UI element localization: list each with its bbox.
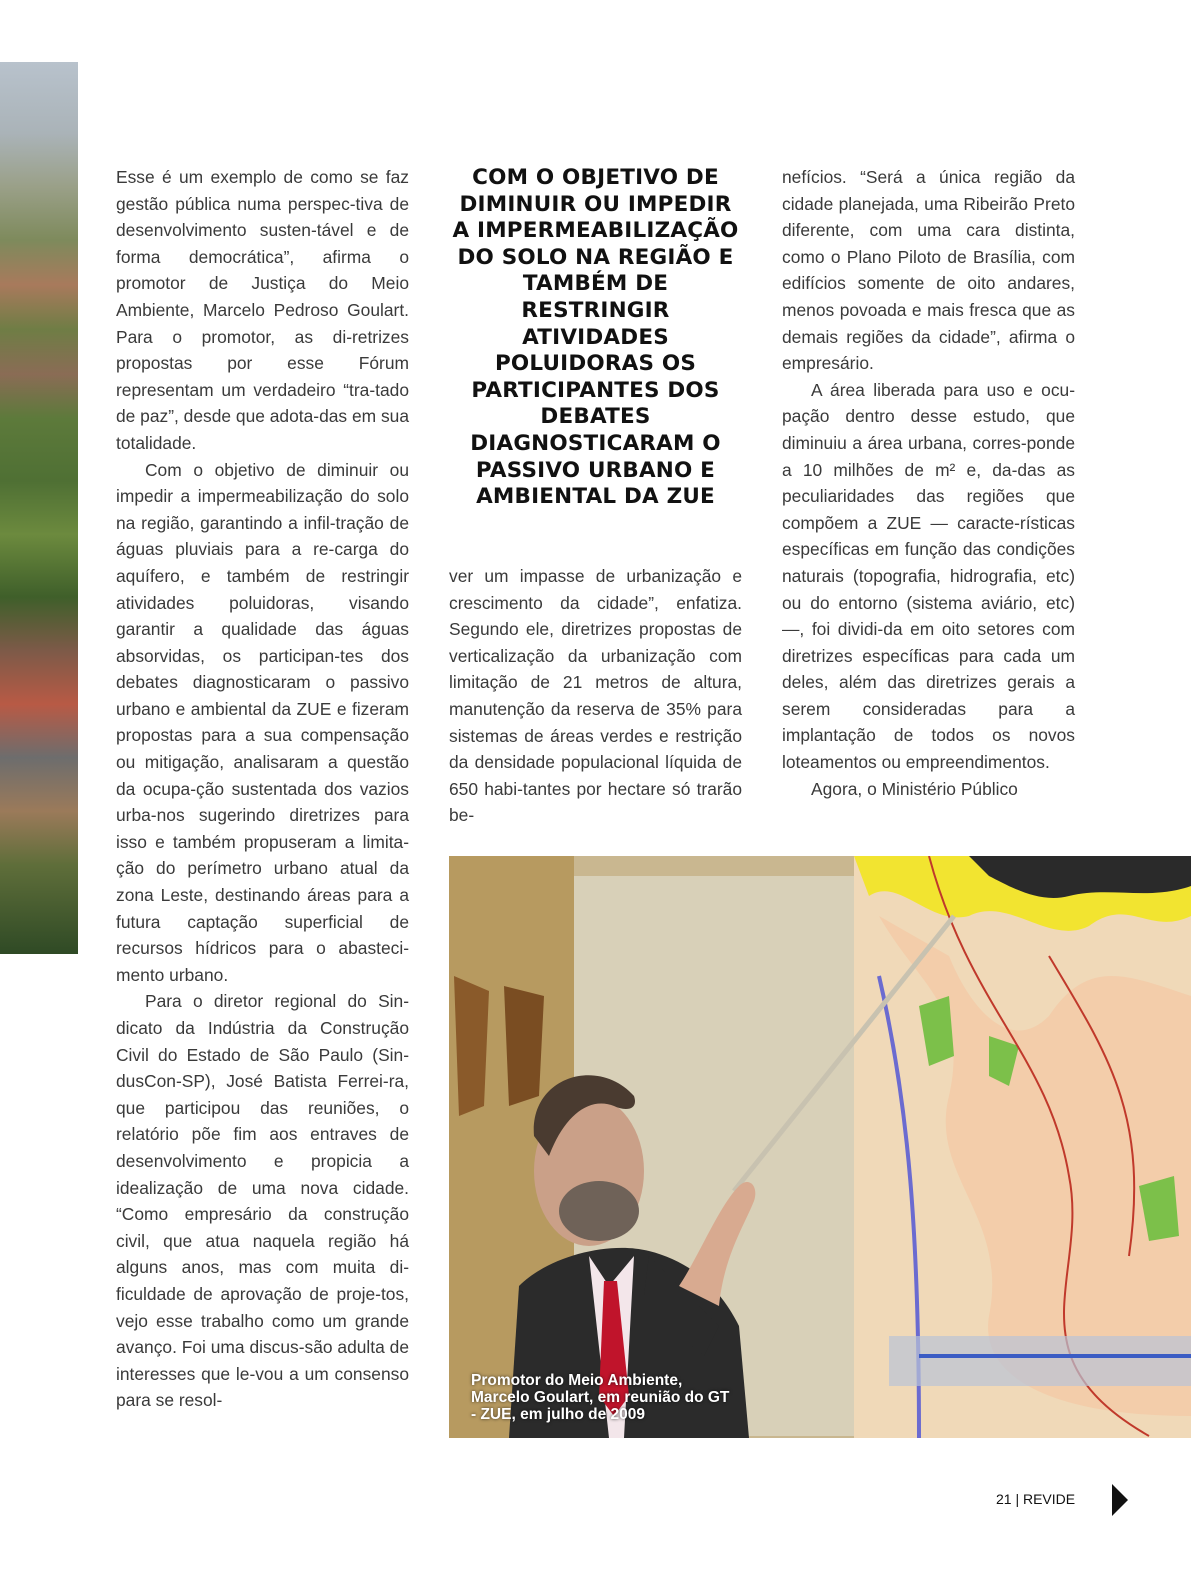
next-page-arrow-icon[interactable] [1112,1484,1128,1516]
pull-quote: COM O OBJETIVO DE DIMINUIR OU IMPEDIR A IMPERMEABILIZAÇÃO DO SOLO NA REGIÃO E TAMBÉM DE RESTRINGIR ATIVIDADES POLUIDORAS OS PARTICIPANTES DOS DEBATES DIAGNOSTICARAM O PASSIVO URBANO E AMBIENTAL DA ZUE [452,165,739,510]
paragraph: ver um impasse de urbanização e crescimento da cidade”, enfatiza. Segundo ele, diretrizes propostas de verticalização da urbanização com limitação de 21 metros de altura, manutenção da reserva de 35% para sistemas de áreas verdes e restrição da densidade populacional líquida de 650 habi-tantes por hectare só trarão be- [449,566,742,826]
paragraph: Com o objetivo de diminuir ou impedir a impermeabilização do solo na região, garantindo a infil-tração de águas pluviais para a re-carga do aquífero, e também de restringir atividades poluidoras, visando garantir a qualidade das águas absorvidas, os participan-tes dos debates diagnosticaram o passivo urbano e ambiental da ZUE e fizeram propostas para a sua compensação ou mitigação, analisaram a questão da ocupa-ção sustentada dos vazios urba-nos sugerindo diretrizes para isso e também propuseram a limita-ção do perímetro urbano atual da zona Leste, destinando áreas para a futura captação superficial de recursos hídricos para o abasteci-mento urbano. [116,459,409,985]
text-column-2 [449,563,742,829]
photo-illustration [449,856,1191,1438]
aerial-city-photo-strip [0,62,78,954]
paragraph: Agora, o Ministério Público [811,778,1018,799]
page-footer-label: 21 | REVIDE [996,1491,1076,1507]
photo-caption: Promotor do Meio Ambiente, Marcelo Goulart, em reunião do GT - ZUE, em julho de 2009 [471,1372,730,1423]
text-column-1 [116,164,409,1414]
paragraph: nefícios. “Será a única região da cidade planejada, uma Ribeirão Preto diferente, com uma cara distinta, como o Plano Piloto de Brasília, com edifícios somente de oito andares, menos povoada e mais fresca que as demais regiões da cidade”, afirma o empresário. [782,167,1075,374]
paragraph: A área liberada para uso e ocu-pação dentro desse estudo, que diminuiu a área urbana, corres-ponde a 10 milhões de m² e, da-das as peculiaridades das regiões que compõem a ZUE — caracte-rísticas específicas em função das condições naturais (topografia, hidrografia, etc) ou do entorno (sistema aviário, etc) —, foi dividi-da em oito setores com diretrizes específicas para cada um deles, além das diretrizes gerais a serem consideradas para a implantação de todos os novos loteamentos ou empreendimentos. [782,379,1075,773]
promotor-presentation-photo [449,856,1191,1438]
text-column-3 [782,164,1075,802]
paragraph: Para o diretor regional do Sin-dicato da Indústria da Construção Civil do Estado de São Paulo (Sin-dusCon-SP), José Batista Ferrei-ra, que participou das reuniões, o relatório põe fim aos entraves de desenvolvimento e propicia a idealização de uma nova cidade. “Como empresário da construção civil, que atua naquela região há alguns anos, mas com muita di-ficuldade de aprovação de proje-tos, vejo esse trabalho como um grande avanço. Foi uma discus-são adulta de interesses que le-vou a um consenso para se resol- [116,991,409,1411]
paragraph: Esse é um exemplo de como se faz gestão pública numa perspec-tiva de desenvolvimento susten-tável e de forma democrática”, afirma o promotor de Justiça do Meio Ambiente, Marcelo Pedroso Goulart. Para o promotor, as di-retrizes propostas por esse Fórum representam um verdadeiro “tra-tado de paz”, desde que adota-das em sua totalidade. [116,167,409,453]
